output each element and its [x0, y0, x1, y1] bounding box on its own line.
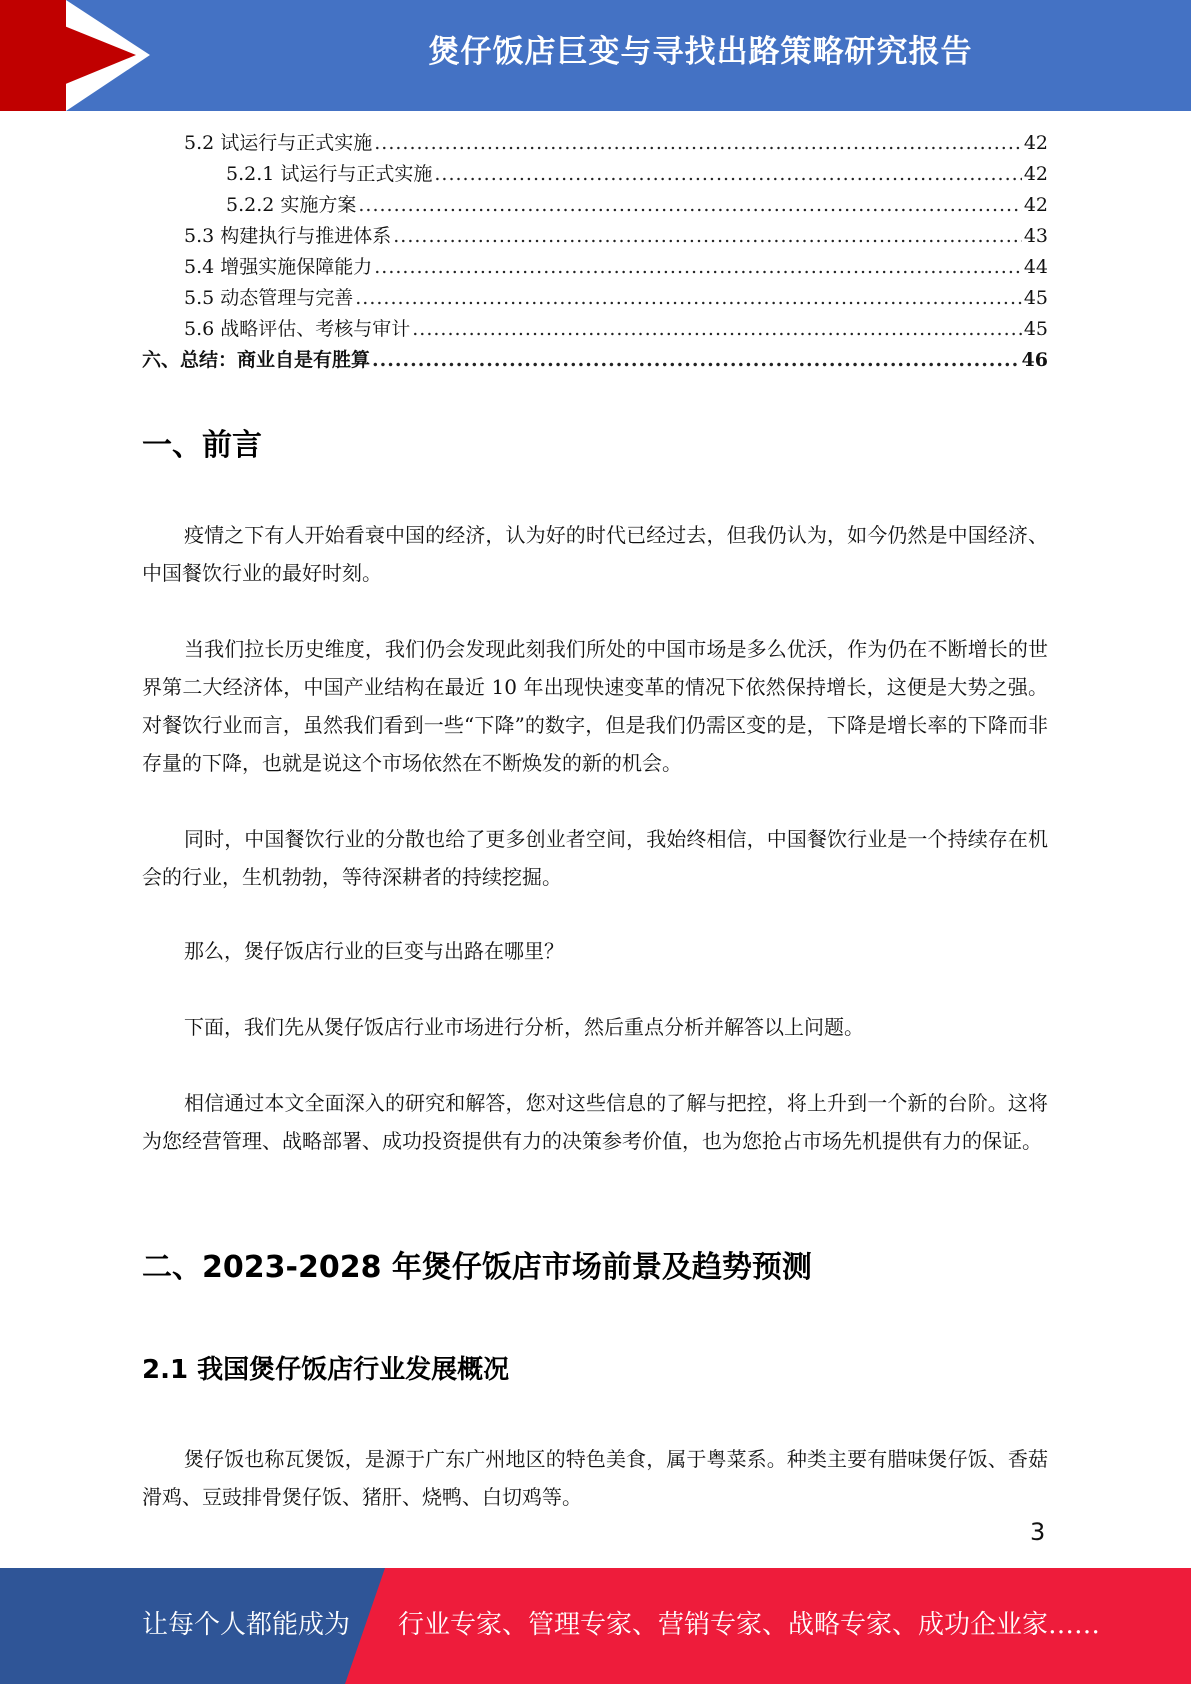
report-title: 煲仔饭店巨变与寻找出路策略研究报告 — [428, 34, 973, 70]
section-heading: 二、2023-2028 年煲仔饭店市场前景及趋势预测 — [142, 1250, 812, 1285]
footer-slogan-left: 让每个人都能成为 — [142, 1610, 351, 1640]
paragraph: 下面，我们先从煲仔饭店行业市场进行分析，然后重点分析并解答以上问题。 — [184, 1015, 864, 1039]
toc-entry[interactable] — [142, 128, 1048, 159]
toc-entry-label: 5.2 试运行与正式实施 — [184, 132, 373, 154]
toc-entry-page: 44 — [1023, 256, 1048, 278]
toc-leader-dots — [374, 252, 1022, 283]
paragraph: 当我们拉长历史维度，我们仍会发现此刻我们所处的中国市场是多么优沃，作为仍在不断增长的世界第二大经济体，中国产业结构在最近 10 年出现快速变革的情况下依然保持增长，这便是大势之强。对餐饮行业而言，虽然我们看到一些“下降”的数字，但是我们仍需区变的是，下降是增长率的下降而非存量的下降，也就是说这个市场依然在不断焕发的新的机会。 — [142, 637, 1048, 775]
section-heading: 一、前言 — [142, 428, 262, 463]
toc-entry[interactable] — [142, 159, 1048, 190]
page-number: 3 — [1030, 1518, 1046, 1546]
page-header — [0, 0, 1191, 111]
header-red-chevron — [0, 0, 136, 111]
toc-leader-dots — [355, 283, 1022, 314]
toc-entry[interactable] — [142, 252, 1048, 283]
subsection-heading: 2.1 我国煲仔饭店行业发展概况 — [142, 1355, 510, 1385]
toc-entry-page: 45 — [1023, 287, 1048, 309]
footer-slogan-right: 行业专家、管理专家、营销专家、战略专家、成功企业家…… — [398, 1610, 1101, 1640]
toc-leader-dots — [358, 190, 1021, 221]
page-footer — [0, 1568, 1191, 1684]
toc-entry-page: 42 — [1023, 163, 1048, 185]
paragraph: 同时，中国餐饮行业的分散也给了更多创业者空间，我始终相信，中国餐饮行业是一个持续存在机会的行业，生机勃勃，等待深耕者的持续挖掘。 — [142, 827, 1048, 889]
toc-entry[interactable] — [142, 314, 1048, 345]
paragraph: 疫情之下有人开始看衰中国的经济，认为好的时代已经过去，但我仍认为，如今仍然是中国经济、中国餐饮行业的最好时刻。 — [142, 523, 1048, 585]
paragraph: 煲仔饭也称瓦煲饭，是源于广东广州地区的特色美食，属于粤菜系。种类主要有腊味煲仔饭、香菇滑鸡、豆豉排骨煲仔饭、猪肝、烧鸭、白切鸡等。 — [142, 1447, 1048, 1509]
toc-leader-dots — [374, 128, 1022, 159]
toc-entry-label: 六、总结：商业自是有胜算 — [142, 349, 371, 371]
table-of-contents — [142, 128, 1048, 376]
paragraph: 那么，煲仔饭店行业的巨变与出路在哪里？ — [184, 939, 564, 963]
toc-entry-page: 43 — [1023, 225, 1048, 247]
paragraph: 相信通过本文全面深入的研究和解答，您对这些信息的了解与把控，将上升到一个新的台阶。这将为您经营管理、战略部署、成功投资提供有力的决策参考价值，也为您抢占市场先机提供有力的保证。 — [142, 1091, 1048, 1153]
toc-entry-label: 5.2.1 试运行与正式实施 — [226, 163, 433, 185]
toc-entry-label: 5.2.2 实施方案 — [226, 194, 357, 216]
toc-entry[interactable] — [142, 345, 1048, 376]
toc-entry-page: 45 — [1023, 318, 1048, 340]
toc-leader-dots — [412, 314, 1022, 345]
toc-entry[interactable] — [142, 221, 1048, 252]
toc-entry-label: 5.4 增强实施保障能力 — [184, 256, 373, 278]
toc-entry-label: 5.6 战略评估、考核与审计 — [184, 318, 411, 340]
toc-entry-page: 42 — [1023, 194, 1048, 216]
toc-leader-dots — [393, 221, 1022, 252]
toc-entry-page: 46 — [1021, 349, 1048, 371]
toc-entry[interactable] — [142, 190, 1048, 221]
toc-leader-dots — [372, 345, 1020, 376]
toc-entry-page: 42 — [1023, 132, 1048, 154]
toc-entry-label: 5.3 构建执行与推进体系 — [184, 225, 392, 247]
toc-leader-dots — [434, 159, 1021, 190]
toc-entry[interactable] — [142, 283, 1048, 314]
footer-blue-slant — [345, 1568, 385, 1684]
toc-entry-label: 5.5 动态管理与完善 — [184, 287, 354, 309]
